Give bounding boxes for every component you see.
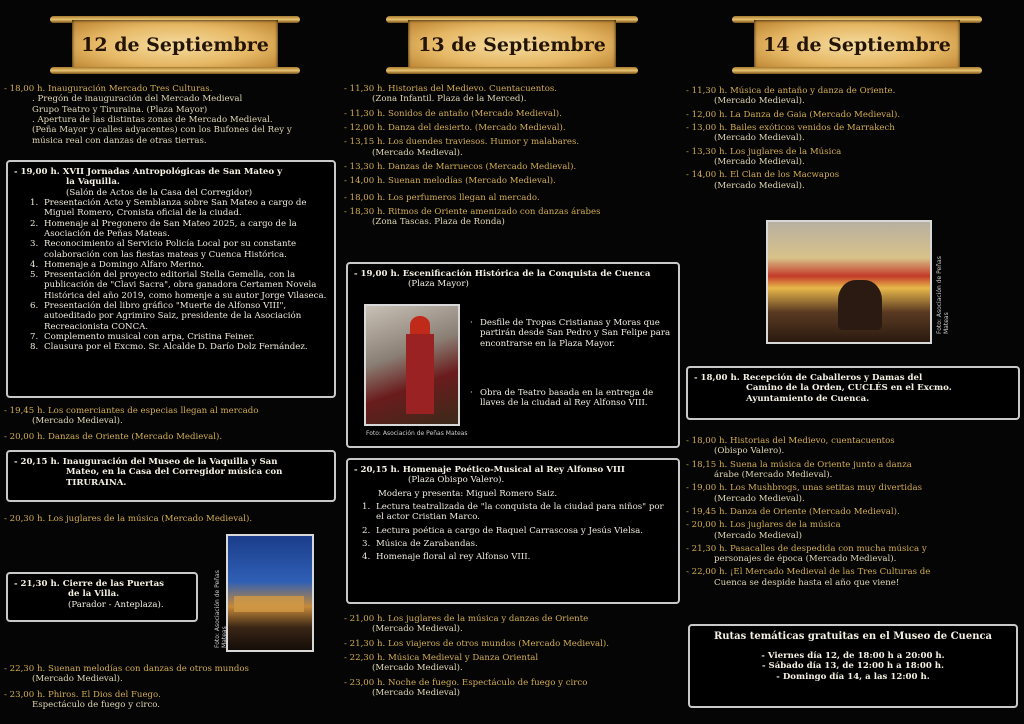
day-13-column	[344, 0, 680, 724]
photo-caption: Foto: Asociación de Peñas Mateas	[366, 430, 468, 437]
list-item: - 22,30 h. Música Medieval y Danza Oriental (Mercado Medieval).	[344, 652, 539, 674]
helmet-shape	[410, 316, 430, 334]
list-item: - 18,15 h. Suena la música de Oriente junto a danza árabe (Mercado Medieval).	[686, 459, 912, 480]
list-item: 1. Presentación Acto y Semblanza sobre San Mateo a cargo de Miguel Romero, Cronista oficial de la ciudad.	[30, 198, 328, 219]
list-item: - 21,00 h. Los juglares de la música y danzas de Oriente (Mercado Medieval).	[344, 614, 589, 635]
list-item: 6. Presentación del libro gráfico "Muerte de Alfonso VIII", autoeditado por Agrimiro Saiz, presidente de la Asociación Recreacionista CONCA.	[30, 301, 328, 332]
list-item: 3. Música de Zarabandas.	[362, 539, 672, 549]
event-2015-homenaje-box: - 20,15 h. Homenaje Poético-Musical al Rey Alfonso VIII (Plaza Obispo Valero). Modera y presenta: Miguel Romero Saiz. 1. Lectura teatralizada de "la conquista de la ciudad para niños" por el actor Cristian Marco. 2. Lectura poética a cargo de Raquel Carrascosa y Jesús Vielsa. 3. Música de Zarabandas. 4. Homenaje floral al rey Alfonso VIII.	[346, 458, 680, 604]
list-item: 2. Lectura poética a cargo de Raquel Carrascosa y Jesús Vielsa.	[362, 526, 672, 536]
list-item: - 19,45 h. Danza de Oriente (Mercado Medieval).	[686, 506, 900, 517]
event-1800-recepcion-box: - 18,00 h. Recepción de Caballeros y Damas del Camino de la Orden, CUCLÉS en el Excmo. Ayuntamiento de Cuenca.	[686, 366, 1020, 420]
list-item: - 21,30 h. Los viajeros de otros mundos (Mercado Medieval).	[344, 638, 610, 649]
photo-caption: Foto: Asociación de Peñas Mateas	[936, 256, 951, 334]
bullet-icon: ·	[470, 388, 473, 398]
day-13-scroll-banner	[386, 14, 638, 76]
rutas-museo-box: Rutas temáticas gratuitas en el Museo de Cuenca - Viernes día 12, de 18:00 h a 20:00 h. - Sábado día 13, de 12:00 h a 18:00 h. - Domingo día 14, a las 12:00 h.	[688, 624, 1018, 708]
event-1900-jornadas-box: - 19,00 h. XVII Jornadas Antropológicas de San Mateo y la Vaquilla. (Salón de Actos de la Casa del Corregidor) 1. Presentación Acto y Semblanza sobre San Mateo a cargo de Miguel Romero, Cronista oficial de la ciudad. 2. Homenaje al Pregonero de San Mateo 2025, a cargo de la Asociación de Peñas Mateas. 3. Reconocimiento al Servicio Policía Local por su constante colaboración con las fiestas mateas y Cuenca Histórica. 4. Homenaje a Domingo Alfaro Merino. 5. Presentación del proyecto editorial Stella Gemella, con la publicación de "Clavi Sacra", obra ganadora Certamen Novela Histórica del año 2019, como homenje a su autor Jorge Vilaseca. 6. Presentación del libro gráfico "Muerte de Alfonso VIII", autoeditado por Agrimiro Saiz, presidente de la Asociación Recreacionista CONCA. 7. Complemento musical con arpa, Cristina Feiner. 8. Clausura por el Excmo. Sr. Alcalde D. Darío Dolz Fernández.	[6, 160, 336, 398]
event-2015-museo-box: - 20,15 h. Inauguración del Museo de la Vaquilla y San Mateo, en la Casa del Corregidor música con TIRURAINA.	[6, 450, 336, 502]
list-item: - 14,00 h. El Clan de los Macwapos (Mercado Medieval).	[686, 170, 840, 191]
list-item: - 18,00 h. Historias del Medievo, cuentacuentos (Obispo Valero).	[686, 436, 895, 457]
list-item: 3. Reconocimiento al Servicio Policía Local por su constante colaboración con las fiestas mateas y Cuenca Histórica.	[30, 239, 328, 260]
event-2130-cierre-box: - 21,30 h. Cierre de las Puertas de la Villa. (Parador - Anteplaza).	[6, 572, 198, 622]
list-item: - 19,00 h. Los Mushbrogs, unas setitas muy divertidas (Mercado Medieval).	[686, 483, 922, 504]
list-item: - 21,30 h. Pasacalles de despedida con mucha música y personajes de época (Mercado Medieval).	[686, 543, 927, 565]
day-14-column	[686, 0, 1020, 724]
homenaje-list	[354, 502, 672, 563]
event-1900-conquista-box: - 19,00 h. Escenificación Histórica de la Conquista de Cuenca (Plaza Mayor) Foto: Asociación de Peñas Mateas · Desfile de Tropas Cristianas y Moras que partirán desde San Pedro y San Felipe para encontrarse en la Plaza Mayor. · Obra de Teatro basada en la entrega de llaves de la ciudad al Rey Alfonso VIII.	[346, 262, 680, 448]
obra-text: · Obra de Teatro basada en la entrega de llaves de la ciudad al Rey Alfonso VIII.	[470, 388, 654, 409]
list-item: - 20,00 h. Los juglares de la música (Mercado Medieval)	[686, 520, 841, 541]
photo-caption: Foto: Asociación de Peñas Mateas	[214, 570, 229, 648]
list-item: - 13,00 h. Bailes exóticos venidos de Marrakech (Mercado Medieval).	[686, 122, 895, 144]
list-item: 8. Clausura por el Excmo. Sr. Alcalde D. Darío Dolz Fernández.	[30, 342, 328, 352]
day-14-morning-list	[686, 86, 1020, 191]
list-item: - 12,00 h. Danza del desierto. (Mercado Medieval).	[344, 122, 566, 133]
list-item: - 23,00 h. Noche de fuego. Espectáculo de fuego y circo (Mercado Medieval)	[344, 677, 588, 698]
list-item: 2. Homenaje al Pregonero de San Mateo 2025, a cargo de la Asociación de Peñas Mateas.	[30, 219, 328, 240]
list-item: - 18,00 h. Los perfumeros llegan al mercado.	[344, 192, 540, 203]
horsemen-photo	[766, 220, 932, 344]
day-14-scroll-banner	[732, 14, 982, 76]
procession-photo	[364, 304, 460, 426]
event-2000-danzas: - 20,00 h. Danzas de Oriente (Mercado Medieval).	[4, 432, 223, 442]
list-item: - 18,30 h. Ritmos de Oriente amenizado con danzas árabes (Zona Tascas. Plaza de Ronda)	[344, 206, 601, 228]
day-13-title: 13 de Septiembre	[418, 33, 606, 56]
list-item: - 12,00 h. La Danza de Gaia (Mercado Medieval).	[686, 109, 901, 120]
list-item: - 14,00 h. Suenan melodías (Mercado Medieval).	[344, 176, 556, 187]
day-14-title: 14 de Septiembre	[763, 33, 951, 56]
day-14-evening-list	[686, 436, 1020, 588]
bullet-icon: ·	[470, 318, 473, 328]
event-2030-juglares: - 20,30 h. Los juglares de la música (Mercado Medieval).	[4, 514, 253, 524]
jornadas-list	[14, 198, 328, 353]
day-12-scroll-banner	[50, 14, 300, 76]
lit-wall-shape	[234, 596, 304, 612]
list-item: - 11,30 h. Historias del Medievo. Cuentacuentos. (Zona Infantil. Plaza de la Merced).	[344, 84, 558, 105]
horse-shape	[838, 280, 882, 330]
day-12-title: 12 de Septiembre	[81, 33, 269, 56]
list-item: 4. Homenaje a Domingo Alfaro Merino.	[30, 260, 328, 270]
day-13-morning-list	[344, 84, 680, 227]
list-item: 7. Complemento musical con arpa, Cristina Feiner.	[30, 332, 328, 342]
list-item: 5. Presentación del proyecto editorial Stella Gemella, con la publicación de "Clavi Sacra", obra ganadora Certamen Novela Histórica del año 2019, como homenje a su autor Jorge Vilaseca.	[30, 270, 328, 301]
list-item: - 22,00 h. ¡El Mercado Medieval de las Tres Culturas de Cuenca se despide hasta el año que viene!	[686, 567, 931, 588]
list-item: 4. Homenaje floral al rey Alfonso VIII.	[362, 552, 672, 562]
desfile-text: · Desfile de Tropas Cristianas y Moras que partirán desde San Pedro y San Felipe para encontrarse en la Plaza Mayor.	[470, 318, 671, 349]
event-1945-especias: - 19,45 h. Los comerciantes de especias llegan al mercado (Mercado Medieval).	[4, 406, 259, 427]
event-2230-melodias: - 22,30 h. Suenan melodías con danzas de otros mundos (Mercado Medieval).	[4, 664, 249, 685]
list-item: - 13,15 h. Los duendes traviesos. Humor y malabares. (Mercado Medieval).	[344, 137, 580, 158]
day-13-evening-list	[344, 614, 680, 698]
figure-shape	[406, 334, 434, 414]
list-item: - 13,30 h. Danzas de Marruecos (Mercado Medieval).	[344, 161, 577, 172]
event-1800-inauguration: - 18,00 h. Inauguración Mercado Tres Culturas. . Pregón de inauguración del Mercado Medieval Grupo Teatro y Tiruraina. (Plaza Mayor) . Apertura de las distintas zonas de Mercado Medieval. (Peña Mayor y calles adyacentes) con los Bufones del Rey y música real con danzas de otras tierras.	[4, 84, 292, 146]
list-item: 1. Lectura teatralizada de "la conquista de la ciudad para niños" por el actor Cristian Marco.	[362, 502, 672, 523]
day-12-column	[4, 0, 336, 724]
list-item: - 11,30 h. Sonidos de antaño (Mercado Medieval).	[344, 108, 562, 119]
list-item: - 11,30 h. Música de antaño y danza de Oriente. (Mercado Medieval).	[686, 86, 896, 107]
night-castle-photo	[226, 534, 314, 652]
event-2300-phiros: - 23,00 h. Phiros. El Dios del Fuego. Espectáculo de fuego y circo.	[4, 690, 161, 711]
list-item: - 13,30 h. Los juglares de la Música (Mercado Medieval).	[686, 146, 842, 167]
